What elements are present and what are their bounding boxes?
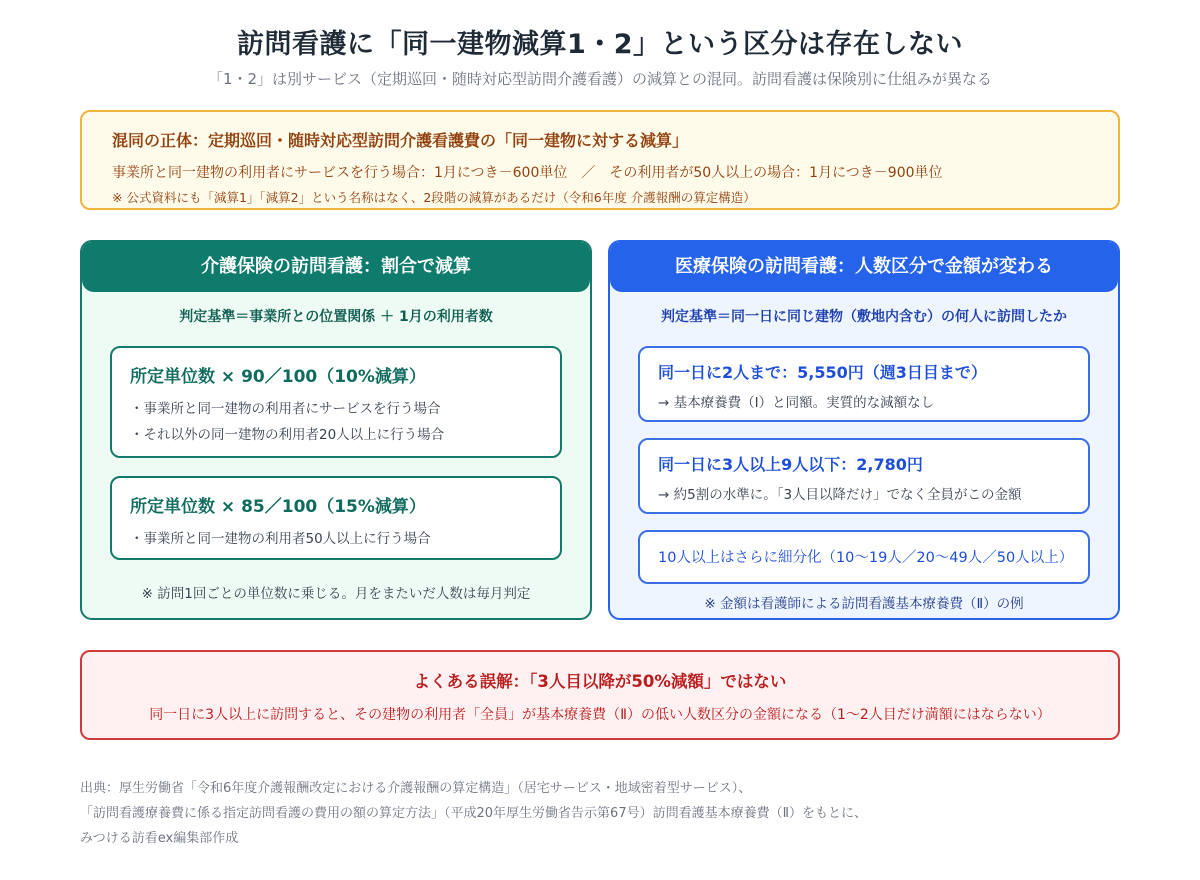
medical-insurance-panel [608, 240, 1120, 620]
misconception-title: よくある誤解：「3人目以降が50%減額」ではない [413, 672, 787, 691]
reduction-10-card [110, 346, 562, 458]
care-insurance-criteria: 判定基準＝事業所との位置関係 ＋ 1月の利用者数 [179, 309, 493, 325]
medical-insurance-note: ※ 金額は看護師による訪問看護基本療養費（Ⅱ）の例 [704, 596, 1024, 612]
tier-2-persons-title: 同一日に2人まで：5,550円（週3日目まで） [658, 363, 987, 382]
tier-10-plus-card [638, 530, 1090, 584]
confusion-source-title: 混同の正体：定期巡回・随時対応型訪問介護看護費の「同一建物に対する減算」 [112, 131, 689, 150]
care-insurance-panel [80, 240, 592, 620]
tier-10-plus-title: 10人以上はさらに細分化（10〜19人／20〜49人／50人以上） [658, 550, 1074, 566]
tier-3-9-persons-title: 同一日に3人以上9人以下：2,780円 [658, 455, 923, 474]
reduction-10-condition: ・事業所と同一建物の利用者にサービスを行う場合 [130, 401, 441, 417]
reduction-10-condition: ・それ以外の同一建物の利用者20人以上に行う場合 [130, 427, 445, 443]
tier-3-9-persons-card [638, 438, 1090, 514]
tier-2-persons-card [638, 346, 1090, 422]
source-line: 「訪問看護療養費に係る指定訪問看護の費用の額の算定方法」（平成20年厚生労働省告示第67号）訪問看護基本療養費（Ⅱ）をもとに、 [80, 806, 867, 821]
confusion-source-note: ※ 公式資料にも「減算1」「減算2」という名称はなく、2段階の減算があるだけ（令和6年度 介護報酬の算定構造） [112, 190, 756, 205]
page-title: 訪問看護に「同一建物減算1・2」という区分は存在しない [236, 29, 964, 60]
source-line: 出典：厚生労働省「令和6年度介護報酬改定における介護報酬の算定構造」（居宅サービス・地域密着型サービス）、 [80, 781, 752, 796]
source-citation [80, 776, 1120, 851]
reduction-10-title: 所定単位数 × 90／100（10%減算） [130, 367, 426, 387]
care-insurance-header: 介護保険の訪問看護：割合で減算 [82, 242, 590, 292]
source-line: みつける訪看ex編集部作成 [80, 831, 239, 846]
medical-insurance-criteria: 判定基準＝同一日に同じ建物（敷地内含む）の何人に訪問したか [661, 309, 1067, 325]
misconception-body: 同一日に3人以上に訪問すると、その建物の利用者「全員」が基本療養費（Ⅱ）の低い人数区分の金額になる（1〜2人目だけ満額にはならない） [149, 707, 1051, 723]
reduction-15-title: 所定単位数 × 85／100（15%減算） [130, 497, 426, 517]
medical-insurance-header: 医療保険の訪問看護：人数区分で金額が変わる [610, 242, 1118, 292]
tier-3-9-persons-detail: → 約5割の水準に。「3人目以降だけ」でなく全員がこの金額 [658, 487, 1022, 503]
misconception-box [80, 650, 1120, 740]
confusion-source-box [80, 110, 1120, 210]
care-insurance-note: ※ 訪問1回ごとの単位数に乗じる。月をまたいだ人数は毎月判定 [141, 586, 531, 602]
reduction-15-card [110, 476, 562, 560]
page-subtitle: 「1・2」は別サービス（定期巡回・随時対応型訪問介護看護）の減算との混同。訪問看護は保険別に仕組みが異なる [207, 70, 993, 88]
reduction-15-condition: ・事業所と同一建物の利用者50人以上に行う場合 [130, 531, 431, 547]
tier-2-persons-detail: → 基本療養費（Ⅰ）と同額。実質的な減額なし [658, 395, 935, 411]
confusion-source-body: 事業所と同一建物の利用者にサービスを行う場合：1月につき－600単位 ／ その利用者が50人以上の場合：1月につき－900単位 [112, 165, 943, 181]
